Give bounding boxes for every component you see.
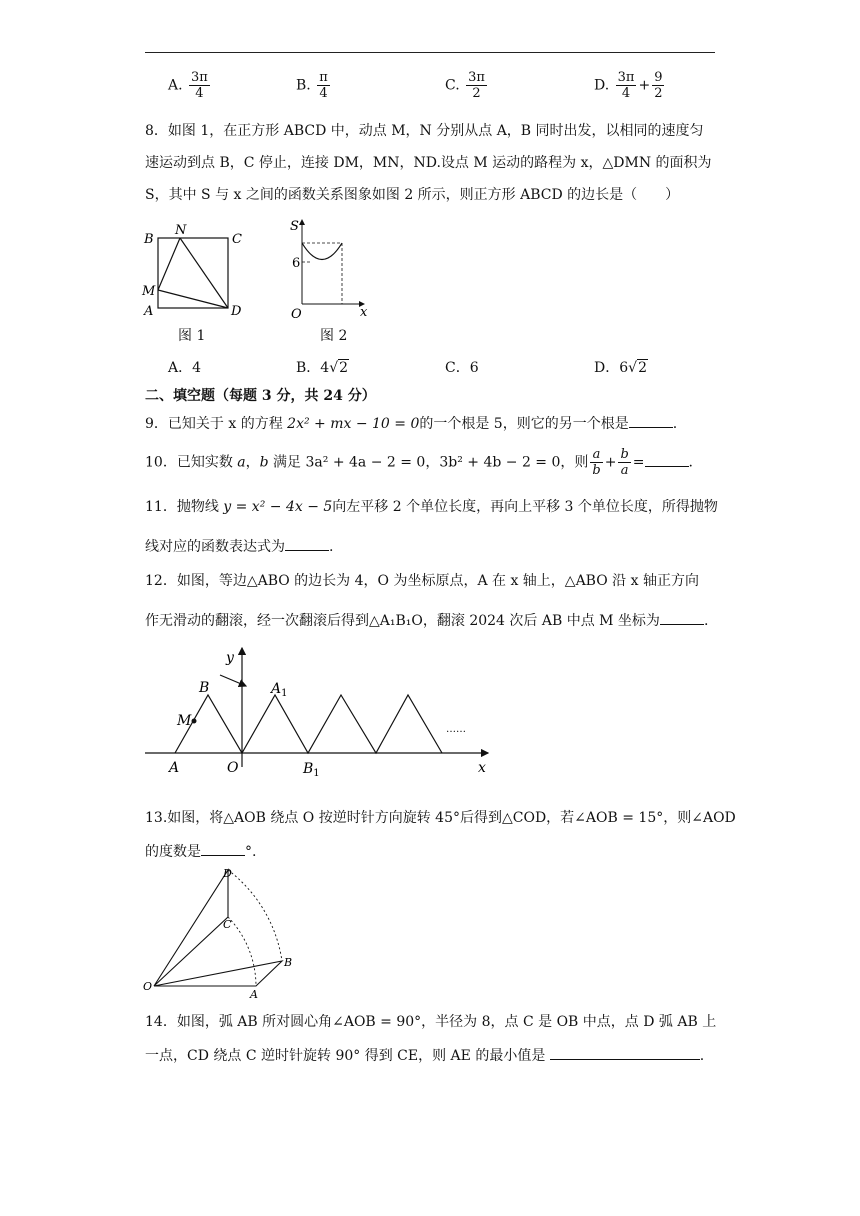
q12-point-a1-label: $A_1$ (271, 681, 288, 699)
fig1-label-c: C (232, 232, 242, 247)
q12-figure (140, 642, 500, 777)
q8-option-b: B．4√2 (296, 360, 349, 376)
q12-point-m-label: M (177, 713, 192, 729)
q13-answer-blank (201, 843, 245, 856)
q12-point-b-label: B (199, 680, 210, 696)
q12-ellipsis: …… (446, 724, 466, 735)
q12-line-2: 作无滑动的翻滚，经一次翻滚后得到△A₁B₁O，翻滚 2024 次后 AB 中点 M 坐标为 . (145, 613, 709, 629)
q13-point-d-label: D (223, 867, 232, 880)
fig2-axis-x-label: x (360, 305, 368, 320)
q14-answer-blank (550, 1047, 700, 1060)
fig1-label-a: A (144, 304, 154, 319)
q8-figure-1 (140, 218, 250, 322)
fig1-label-b: B (144, 232, 154, 247)
fig1-label-n: N (175, 223, 187, 238)
q8-line-1: 8．如图 1，在正方形 ABCD 中，动点 M，N 分别从点 A，B 同时出发，以相同的速度匀 (145, 123, 704, 139)
q12-point-a-label: A (169, 760, 180, 776)
q12-axis-x-label: x (478, 760, 486, 776)
q7-option-b: B. $\frac{\pi}{4}$ (296, 70, 328, 101)
q13-point-c-label: C (223, 918, 232, 931)
q13-point-a-label: A (250, 988, 258, 1001)
section-2-title: 二、填空题（每题 3 分，共 24 分） (145, 388, 376, 404)
q7-option-c: C. $\frac{3\pi}{2}$ (445, 70, 485, 101)
fig1-label-m: M (142, 284, 156, 299)
q8-figure-2 (284, 212, 374, 322)
q12-line-1: 12．如图，等边△ABO 的边长为 4，O 为坐标原点，A 在 x 轴上，△ABO 沿 x 轴正方向 (145, 573, 699, 589)
fig1-label-d: D (231, 304, 242, 319)
q12-axis-y-label: y (226, 650, 234, 666)
q8-option-d: D．6√2 (594, 360, 647, 376)
q10-line: 10．已知实数 a，b 满足 3a² + 4a − 2 = 0，3b² + 4b − 2 = 0，则 $\frac{a}{b}$ + $\frac{b}{a}$ = . (145, 447, 693, 478)
q10-answer-blank (645, 454, 689, 467)
q13-point-b-label: B (284, 956, 293, 969)
fig2-origin-label: O (291, 307, 302, 322)
q8-line-2: 速运动到点 B，C 停止，连接 DM，MN，ND.设点 M 运动的路程为 x，△DMN 的面积为 (145, 155, 712, 171)
q7-option-d: D. $\frac{3\pi}{4}$ + $\frac{9}{2}$ (594, 70, 663, 101)
q8-option-a: A．4 (168, 360, 202, 376)
fig2-tick-label: 6 (292, 256, 301, 271)
q8-figure-1-caption: 图 1 (178, 328, 206, 344)
q8-figure-2-caption: 图 2 (320, 328, 348, 344)
q13-point-o-label: O (143, 980, 153, 993)
q14-line-1: 14．如图，弧 AB 所对圆心角∠AOB = 90°，半径为 8，点 C 是 OB 中点，点 D 弧 AB 上 (145, 1014, 717, 1030)
q12-answer-blank (660, 612, 704, 625)
q13-figure (140, 862, 300, 1002)
q12-origin-label: O (227, 760, 239, 776)
q13-line-1: 13.如图，将△AOB 绕点 O 按逆时针方向旋转 45°后得到△COD，若∠AOB = 15°，则∠AOD (145, 810, 736, 826)
q12-point-b1-label: $B_1$ (303, 761, 320, 777)
q14-line-2: 一点，CD 绕点 C 逆时针旋转 90° 得到 CE，则 AE 的最小值是 . (145, 1048, 705, 1064)
q9-line: 9．已知关于 x 的方程 2x² + mx − 10 = 0的一个根是 5，则它的另一个根是 . (145, 416, 678, 432)
fig2-axis-y-label: S (290, 219, 299, 234)
q11-line-1: 11．抛物线 y = x² − 4x − 5向左平移 2 个单位长度，再向上平移 3 个单位长度，所得抛物 (145, 499, 718, 515)
header-rule (145, 52, 715, 53)
q8-option-c: C．6 (445, 360, 479, 376)
q8-line-3: S，其中 S 与 x 之间的函数关系图象如图 2 所示，则正方形 ABCD 的边长是（ ） (145, 187, 680, 203)
q9-answer-blank (629, 415, 673, 428)
q13-line-2: 的度数是 °. (145, 844, 257, 860)
q11-answer-blank (285, 538, 329, 551)
q7-option-a: A. $\frac{3\pi}{4}$ (168, 70, 208, 101)
q11-line-2: 线对应的函数表达式为 . (145, 539, 334, 555)
